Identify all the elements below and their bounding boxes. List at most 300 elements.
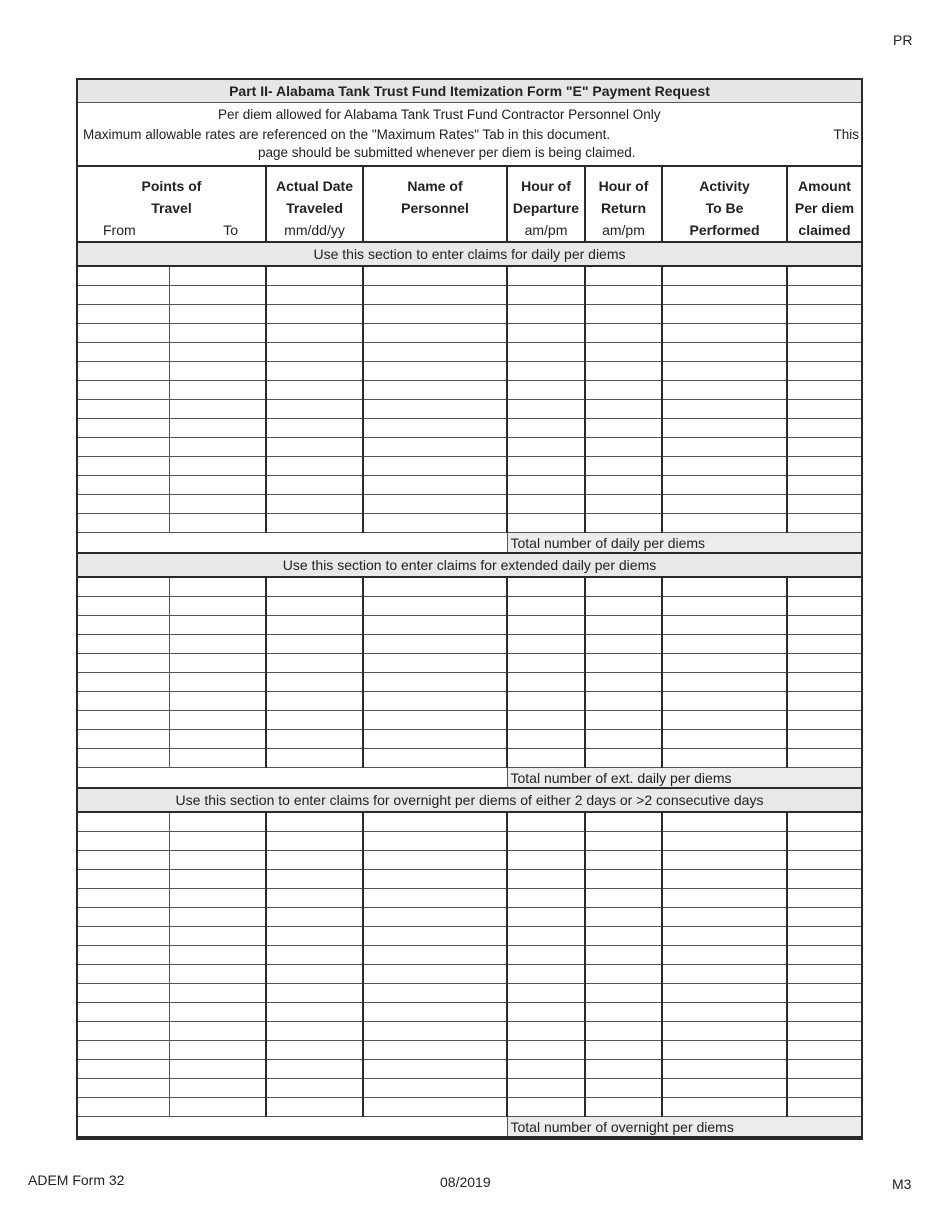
entry-cell[interactable] <box>169 927 266 946</box>
entry-cell[interactable] <box>585 812 662 832</box>
entry-cell[interactable] <box>363 438 507 457</box>
entry-cell[interactable] <box>266 908 363 927</box>
entry-cell[interactable] <box>78 1079 169 1098</box>
entry-cell[interactable] <box>662 286 787 305</box>
entry-cell[interactable] <box>363 851 507 870</box>
entry-cell[interactable] <box>78 654 169 673</box>
entry-cell[interactable] <box>507 514 585 533</box>
entry-cell[interactable] <box>662 889 787 908</box>
entry-cell[interactable] <box>787 457 861 476</box>
entry-cell[interactable] <box>363 711 507 730</box>
entry-cell[interactable] <box>787 832 861 851</box>
entry-cell[interactable] <box>507 946 585 965</box>
entry-cell[interactable] <box>787 946 861 965</box>
entry-cell[interactable] <box>787 476 861 495</box>
entry-cell[interactable] <box>266 851 363 870</box>
entry-cell[interactable] <box>787 495 861 514</box>
entry-cell[interactable] <box>169 343 266 362</box>
entry-cell[interactable] <box>507 832 585 851</box>
entry-cell[interactable] <box>78 908 169 927</box>
entry-cell[interactable] <box>78 305 169 324</box>
entry-cell[interactable] <box>662 654 787 673</box>
entry-cell[interactable] <box>507 730 585 749</box>
entry-cell[interactable] <box>662 597 787 616</box>
entry-cell[interactable] <box>169 419 266 438</box>
entry-cell[interactable] <box>787 419 861 438</box>
entry-cell[interactable] <box>787 305 861 324</box>
entry-cell[interactable] <box>507 577 585 597</box>
entry-cell[interactable] <box>507 1079 585 1098</box>
entry-cell[interactable] <box>78 457 169 476</box>
entry-cell[interactable] <box>363 381 507 400</box>
entry-cell[interactable] <box>787 597 861 616</box>
entry-cell[interactable] <box>169 965 266 984</box>
entry-cell[interactable] <box>507 1098 585 1117</box>
entry-cell[interactable] <box>169 1060 266 1079</box>
entry-cell[interactable] <box>662 577 787 597</box>
entry-cell[interactable] <box>78 343 169 362</box>
entry-cell[interactable] <box>169 1041 266 1060</box>
entry-cell[interactable] <box>787 616 861 635</box>
entry-cell[interactable] <box>507 616 585 635</box>
entry-cell[interactable] <box>266 438 363 457</box>
entry-cell[interactable] <box>585 1041 662 1060</box>
entry-cell[interactable] <box>363 343 507 362</box>
entry-cell[interactable] <box>266 927 363 946</box>
entry-cell[interactable] <box>787 673 861 692</box>
entry-cell[interactable] <box>169 457 266 476</box>
entry-cell[interactable] <box>266 1003 363 1022</box>
entry-cell[interactable] <box>169 749 266 768</box>
entry-cell[interactable] <box>585 286 662 305</box>
entry-cell[interactable] <box>787 812 861 832</box>
entry-cell[interactable] <box>787 266 861 286</box>
entry-cell[interactable] <box>266 965 363 984</box>
entry-cell[interactable] <box>78 749 169 768</box>
entry-cell[interactable] <box>585 635 662 654</box>
entry-cell[interactable] <box>662 1060 787 1079</box>
entry-cell[interactable] <box>78 851 169 870</box>
entry-cell[interactable] <box>585 730 662 749</box>
entry-cell[interactable] <box>585 495 662 514</box>
entry-cell[interactable] <box>78 381 169 400</box>
entry-cell[interactable] <box>787 1079 861 1098</box>
entry-cell[interactable] <box>78 1022 169 1041</box>
entry-cell[interactable] <box>363 495 507 514</box>
entry-cell[interactable] <box>363 419 507 438</box>
entry-cell[interactable] <box>169 597 266 616</box>
entry-cell[interactable] <box>787 1060 861 1079</box>
entry-cell[interactable] <box>169 1022 266 1041</box>
entry-cell[interactable] <box>585 673 662 692</box>
entry-cell[interactable] <box>662 692 787 711</box>
entry-cell[interactable] <box>662 730 787 749</box>
entry-cell[interactable] <box>169 324 266 343</box>
entry-cell[interactable] <box>787 577 861 597</box>
entry-cell[interactable] <box>169 692 266 711</box>
entry-cell[interactable] <box>78 495 169 514</box>
entry-cell[interactable] <box>266 343 363 362</box>
entry-cell[interactable] <box>507 286 585 305</box>
entry-cell[interactable] <box>169 1003 266 1022</box>
entry-cell[interactable] <box>363 635 507 654</box>
entry-cell[interactable] <box>169 851 266 870</box>
entry-cell[interactable] <box>266 495 363 514</box>
entry-cell[interactable] <box>78 635 169 654</box>
entry-cell[interactable] <box>78 673 169 692</box>
entry-cell[interactable] <box>169 495 266 514</box>
entry-cell[interactable] <box>78 889 169 908</box>
entry-cell[interactable] <box>662 616 787 635</box>
entry-cell[interactable] <box>169 438 266 457</box>
entry-cell[interactable] <box>266 1022 363 1041</box>
entry-cell[interactable] <box>169 870 266 889</box>
entry-cell[interactable] <box>363 965 507 984</box>
entry-cell[interactable] <box>585 1098 662 1117</box>
entry-cell[interactable] <box>266 362 363 381</box>
entry-cell[interactable] <box>169 577 266 597</box>
entry-cell[interactable] <box>169 654 266 673</box>
entry-cell[interactable] <box>507 1003 585 1022</box>
entry-cell[interactable] <box>507 324 585 343</box>
entry-cell[interactable] <box>363 692 507 711</box>
entry-cell[interactable] <box>363 812 507 832</box>
entry-cell[interactable] <box>169 984 266 1003</box>
entry-cell[interactable] <box>363 514 507 533</box>
entry-cell[interactable] <box>787 851 861 870</box>
entry-cell[interactable] <box>363 616 507 635</box>
entry-cell[interactable] <box>585 438 662 457</box>
entry-cell[interactable] <box>787 324 861 343</box>
entry-cell[interactable] <box>78 870 169 889</box>
entry-cell[interactable] <box>662 362 787 381</box>
entry-cell[interactable] <box>585 870 662 889</box>
entry-cell[interactable] <box>169 616 266 635</box>
entry-cell[interactable] <box>78 514 169 533</box>
entry-cell[interactable] <box>585 927 662 946</box>
entry-cell[interactable] <box>662 400 787 419</box>
entry-cell[interactable] <box>662 419 787 438</box>
entry-cell[interactable] <box>662 1079 787 1098</box>
entry-cell[interactable] <box>585 1060 662 1079</box>
entry-cell[interactable] <box>507 1022 585 1041</box>
entry-cell[interactable] <box>78 730 169 749</box>
entry-cell[interactable] <box>787 749 861 768</box>
entry-cell[interactable] <box>507 476 585 495</box>
entry-cell[interactable] <box>78 812 169 832</box>
entry-cell[interactable] <box>585 654 662 673</box>
entry-cell[interactable] <box>585 1003 662 1022</box>
entry-cell[interactable] <box>363 749 507 768</box>
entry-cell[interactable] <box>585 324 662 343</box>
entry-cell[interactable] <box>787 889 861 908</box>
entry-cell[interactable] <box>266 324 363 343</box>
entry-cell[interactable] <box>363 1022 507 1041</box>
entry-cell[interactable] <box>507 362 585 381</box>
entry-cell[interactable] <box>169 946 266 965</box>
entry-cell[interactable] <box>78 1003 169 1022</box>
entry-cell[interactable] <box>585 266 662 286</box>
entry-cell[interactable] <box>363 832 507 851</box>
entry-cell[interactable] <box>266 419 363 438</box>
entry-cell[interactable] <box>507 495 585 514</box>
entry-cell[interactable] <box>363 946 507 965</box>
entry-cell[interactable] <box>169 266 266 286</box>
entry-cell[interactable] <box>787 1041 861 1060</box>
entry-cell[interactable] <box>78 832 169 851</box>
entry-cell[interactable] <box>787 730 861 749</box>
entry-cell[interactable] <box>78 476 169 495</box>
entry-cell[interactable] <box>585 984 662 1003</box>
entry-cell[interactable] <box>787 908 861 927</box>
entry-cell[interactable] <box>363 476 507 495</box>
entry-cell[interactable] <box>266 1060 363 1079</box>
entry-cell[interactable] <box>585 711 662 730</box>
entry-cell[interactable] <box>169 381 266 400</box>
entry-cell[interactable] <box>266 616 363 635</box>
entry-cell[interactable] <box>662 266 787 286</box>
entry-cell[interactable] <box>266 946 363 965</box>
entry-cell[interactable] <box>662 984 787 1003</box>
entry-cell[interactable] <box>363 400 507 419</box>
entry-cell[interactable] <box>266 673 363 692</box>
entry-cell[interactable] <box>662 1098 787 1117</box>
entry-cell[interactable] <box>507 457 585 476</box>
entry-cell[interactable] <box>78 597 169 616</box>
entry-cell[interactable] <box>662 305 787 324</box>
entry-cell[interactable] <box>78 438 169 457</box>
entry-cell[interactable] <box>507 711 585 730</box>
entry-cell[interactable] <box>787 927 861 946</box>
entry-cell[interactable] <box>787 1003 861 1022</box>
entry-cell[interactable] <box>787 286 861 305</box>
entry-cell[interactable] <box>585 514 662 533</box>
entry-cell[interactable] <box>507 692 585 711</box>
entry-cell[interactable] <box>266 514 363 533</box>
entry-cell[interactable] <box>169 400 266 419</box>
entry-cell[interactable] <box>266 1098 363 1117</box>
entry-cell[interactable] <box>787 438 861 457</box>
entry-cell[interactable] <box>507 889 585 908</box>
entry-cell[interactable] <box>266 984 363 1003</box>
entry-cell[interactable] <box>266 635 363 654</box>
entry-cell[interactable] <box>78 324 169 343</box>
entry-cell[interactable] <box>585 362 662 381</box>
entry-cell[interactable] <box>266 1079 363 1098</box>
entry-cell[interactable] <box>266 381 363 400</box>
entry-cell[interactable] <box>507 870 585 889</box>
entry-cell[interactable] <box>169 305 266 324</box>
entry-cell[interactable] <box>662 749 787 768</box>
entry-cell[interactable] <box>585 1079 662 1098</box>
entry-cell[interactable] <box>585 305 662 324</box>
entry-cell[interactable] <box>363 1098 507 1117</box>
entry-cell[interactable] <box>662 908 787 927</box>
entry-cell[interactable] <box>78 362 169 381</box>
entry-cell[interactable] <box>169 730 266 749</box>
entry-cell[interactable] <box>169 476 266 495</box>
entry-cell[interactable] <box>662 812 787 832</box>
entry-cell[interactable] <box>507 908 585 927</box>
entry-cell[interactable] <box>585 965 662 984</box>
entry-cell[interactable] <box>585 400 662 419</box>
entry-cell[interactable] <box>507 1041 585 1060</box>
entry-cell[interactable] <box>507 266 585 286</box>
entry-cell[interactable] <box>169 832 266 851</box>
entry-cell[interactable] <box>585 419 662 438</box>
entry-cell[interactable] <box>363 577 507 597</box>
entry-cell[interactable] <box>585 1022 662 1041</box>
entry-cell[interactable] <box>266 266 363 286</box>
entry-cell[interactable] <box>266 812 363 832</box>
entry-cell[interactable] <box>363 730 507 749</box>
entry-cell[interactable] <box>266 597 363 616</box>
entry-cell[interactable] <box>787 514 861 533</box>
entry-cell[interactable] <box>507 438 585 457</box>
entry-cell[interactable] <box>266 1041 363 1060</box>
entry-cell[interactable] <box>662 1041 787 1060</box>
entry-cell[interactable] <box>585 692 662 711</box>
entry-cell[interactable] <box>585 616 662 635</box>
entry-cell[interactable] <box>787 984 861 1003</box>
entry-cell[interactable] <box>662 1003 787 1022</box>
entry-cell[interactable] <box>266 749 363 768</box>
entry-cell[interactable] <box>787 654 861 673</box>
entry-cell[interactable] <box>507 635 585 654</box>
entry-cell[interactable] <box>78 286 169 305</box>
entry-cell[interactable] <box>363 673 507 692</box>
entry-cell[interactable] <box>787 870 861 889</box>
entry-cell[interactable] <box>585 851 662 870</box>
entry-cell[interactable] <box>363 927 507 946</box>
entry-cell[interactable] <box>169 362 266 381</box>
entry-cell[interactable] <box>507 1060 585 1079</box>
entry-cell[interactable] <box>507 851 585 870</box>
entry-cell[interactable] <box>266 400 363 419</box>
entry-cell[interactable] <box>662 343 787 362</box>
entry-cell[interactable] <box>787 343 861 362</box>
entry-cell[interactable] <box>507 305 585 324</box>
entry-cell[interactable] <box>662 946 787 965</box>
entry-cell[interactable] <box>169 286 266 305</box>
entry-cell[interactable] <box>787 1098 861 1117</box>
entry-cell[interactable] <box>169 635 266 654</box>
entry-cell[interactable] <box>507 381 585 400</box>
entry-cell[interactable] <box>78 984 169 1003</box>
entry-cell[interactable] <box>787 711 861 730</box>
entry-cell[interactable] <box>266 832 363 851</box>
entry-cell[interactable] <box>363 362 507 381</box>
entry-cell[interactable] <box>585 749 662 768</box>
entry-cell[interactable] <box>266 654 363 673</box>
entry-cell[interactable] <box>266 577 363 597</box>
entry-cell[interactable] <box>662 1022 787 1041</box>
entry-cell[interactable] <box>662 438 787 457</box>
entry-cell[interactable] <box>662 927 787 946</box>
entry-cell[interactable] <box>662 851 787 870</box>
entry-cell[interactable] <box>662 673 787 692</box>
entry-cell[interactable] <box>363 908 507 927</box>
entry-cell[interactable] <box>662 495 787 514</box>
entry-cell[interactable] <box>585 457 662 476</box>
entry-cell[interactable] <box>266 305 363 324</box>
entry-cell[interactable] <box>662 476 787 495</box>
entry-cell[interactable] <box>507 812 585 832</box>
entry-cell[interactable] <box>363 1041 507 1060</box>
entry-cell[interactable] <box>662 711 787 730</box>
entry-cell[interactable] <box>78 692 169 711</box>
entry-cell[interactable] <box>363 889 507 908</box>
entry-cell[interactable] <box>78 400 169 419</box>
entry-cell[interactable] <box>585 889 662 908</box>
entry-cell[interactable] <box>78 616 169 635</box>
entry-cell[interactable] <box>78 1098 169 1117</box>
entry-cell[interactable] <box>266 457 363 476</box>
entry-cell[interactable] <box>787 362 861 381</box>
entry-cell[interactable] <box>78 711 169 730</box>
entry-cell[interactable] <box>78 927 169 946</box>
entry-cell[interactable] <box>507 597 585 616</box>
entry-cell[interactable] <box>585 597 662 616</box>
entry-cell[interactable] <box>78 1041 169 1060</box>
entry-cell[interactable] <box>169 1098 266 1117</box>
entry-cell[interactable] <box>507 927 585 946</box>
entry-cell[interactable] <box>363 870 507 889</box>
entry-cell[interactable] <box>169 908 266 927</box>
entry-cell[interactable] <box>363 1060 507 1079</box>
entry-cell[interactable] <box>507 673 585 692</box>
entry-cell[interactable] <box>78 577 169 597</box>
entry-cell[interactable] <box>662 457 787 476</box>
entry-cell[interactable] <box>363 286 507 305</box>
entry-cell[interactable] <box>363 305 507 324</box>
entry-cell[interactable] <box>662 635 787 654</box>
entry-cell[interactable] <box>363 654 507 673</box>
entry-cell[interactable] <box>787 965 861 984</box>
entry-cell[interactable] <box>169 514 266 533</box>
entry-cell[interactable] <box>363 984 507 1003</box>
entry-cell[interactable] <box>787 692 861 711</box>
entry-cell[interactable] <box>363 1003 507 1022</box>
entry-cell[interactable] <box>585 908 662 927</box>
entry-cell[interactable] <box>787 400 861 419</box>
entry-cell[interactable] <box>787 1022 861 1041</box>
entry-cell[interactable] <box>363 1079 507 1098</box>
entry-cell[interactable] <box>787 381 861 400</box>
entry-cell[interactable] <box>169 711 266 730</box>
entry-cell[interactable] <box>662 832 787 851</box>
entry-cell[interactable] <box>78 419 169 438</box>
entry-cell[interactable] <box>507 654 585 673</box>
entry-cell[interactable] <box>363 266 507 286</box>
entry-cell[interactable] <box>78 1060 169 1079</box>
entry-cell[interactable] <box>585 946 662 965</box>
entry-cell[interactable] <box>585 343 662 362</box>
entry-cell[interactable] <box>507 343 585 362</box>
entry-cell[interactable] <box>662 965 787 984</box>
entry-cell[interactable] <box>169 889 266 908</box>
entry-cell[interactable] <box>266 711 363 730</box>
entry-cell[interactable] <box>585 832 662 851</box>
entry-cell[interactable] <box>78 965 169 984</box>
entry-cell[interactable] <box>266 889 363 908</box>
entry-cell[interactable] <box>78 946 169 965</box>
entry-cell[interactable] <box>266 692 363 711</box>
entry-cell[interactable] <box>363 597 507 616</box>
entry-cell[interactable] <box>266 730 363 749</box>
entry-cell[interactable] <box>507 965 585 984</box>
entry-cell[interactable] <box>363 457 507 476</box>
